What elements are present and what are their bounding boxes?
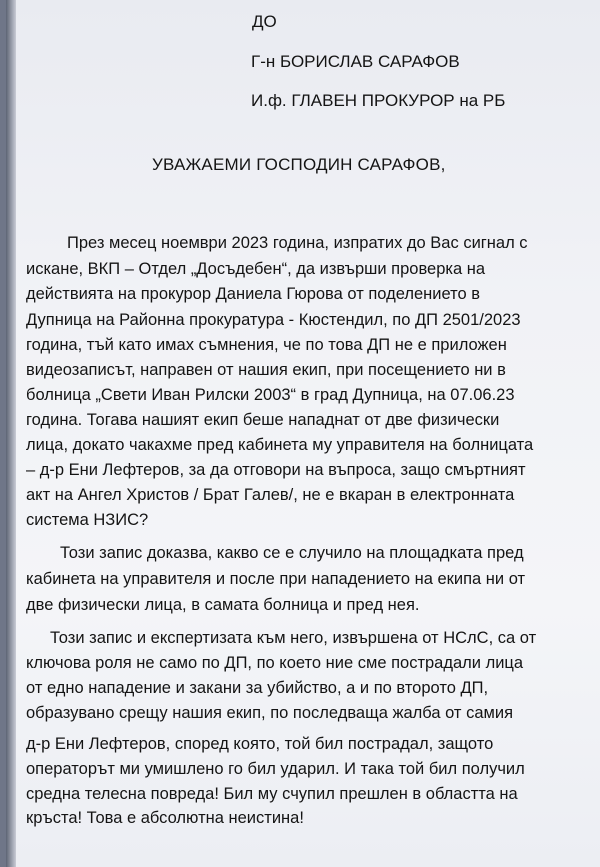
paragraph-line: лица, докато чакахме пред кабинета му управителя на болницата bbox=[26, 436, 534, 454]
paragraph-line: акт на Ангел Христов / Брат Галев/, не е вкаран в електронната bbox=[26, 486, 515, 504]
paragraph-line: искане, ВКП – Отдел „Досъдебен“, да извърши проверка на bbox=[26, 260, 486, 278]
paragraph-line: средна телесна повреда! Бил му счупил прешлен в областта на bbox=[26, 785, 518, 803]
page-edge-shadow bbox=[6, 0, 16, 867]
paragraph-line: Този запис доказва, какво се е случило на площадката пред bbox=[60, 544, 524, 562]
address-name: Г-н БОРИСЛАВ САРАФОВ bbox=[251, 52, 460, 71]
paragraph-line: от едно нападение и закани за убийство, а и по второто ДП, bbox=[26, 679, 489, 697]
paragraph-line: болница „Свети Иван Рилски 2003“ в град Дупница, на 07.06.23 bbox=[26, 386, 515, 404]
paragraph-line: видеозаписът, направен от нашия екип, при посещението ни в bbox=[26, 361, 506, 379]
paragraph-line: кръста! Това е абсолютна неистина! bbox=[26, 809, 304, 827]
paragraph-line: д-р Ени Лефтеров, според която, той бил пострадал, защото bbox=[26, 735, 494, 753]
letter-page bbox=[6, 0, 600, 867]
address-to: ДО bbox=[252, 12, 277, 31]
greeting: УВАЖАЕМИ ГОСПОДИН САРАФОВ, bbox=[152, 155, 446, 174]
paragraph-line: кабинета на управителя и после при нападението на екипа ни от bbox=[26, 570, 526, 588]
paragraph-line: две физически лица, в самата болница и пред нея. bbox=[26, 596, 420, 614]
paragraph-line: През месец ноември 2023 година, изпратих до Вас сигнал с bbox=[67, 234, 528, 252]
paragraph-line: година. Тогава нашият екип беше нападнат от две физически bbox=[26, 411, 500, 429]
address-title: И.ф. ГЛАВЕН ПРОКУРОР на РБ bbox=[251, 91, 506, 110]
paragraph-line: година, тъй като имах съмнения, че по това ДП не е приложен bbox=[26, 336, 507, 354]
paragraph-line: Този запис и експертизата към него, извършена от НСлС, са от bbox=[50, 629, 537, 647]
paragraph-line: – д-р Ени Лефтеров, за да отговори на въпроса, защо смъртният bbox=[26, 461, 526, 479]
paragraph-line: Дупница на Районна прокуратура - Кюстендил, по ДП 2501/2023 bbox=[26, 311, 521, 329]
paragraph-line: ключова роля не само по ДП, по което ние сме пострадали лица bbox=[26, 654, 524, 672]
paragraph-line: действията на прокурор Даниела Гюрова от поделението в bbox=[26, 285, 481, 303]
paragraph-line: операторът ми умишлено го бил ударил. И така той бил получил bbox=[26, 760, 525, 778]
paragraph-line: образувано срещу нашия екип, по последваща жалба от самия bbox=[26, 704, 513, 722]
paragraph-line: система НЗИС? bbox=[26, 511, 149, 529]
